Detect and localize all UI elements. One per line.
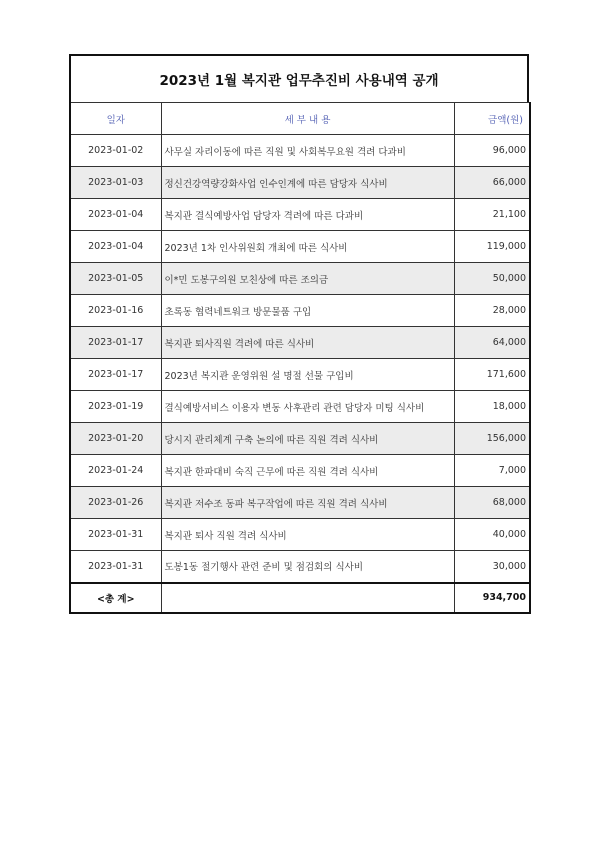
row-amount: 30,000 (454, 551, 530, 583)
row-date: 2023-01-19 (70, 391, 161, 423)
table-row (70, 295, 530, 327)
row-amount: 21,100 (454, 199, 530, 231)
row-description: 복지관 한파대비 숙직 근무에 따른 직원 격려 식사비 (161, 455, 454, 487)
row-amount: 64,000 (454, 327, 530, 359)
total-description (161, 583, 454, 613)
row-date: 2023-01-17 (70, 359, 161, 391)
row-description: 결식예방서비스 이용자 변동 사후관리 관련 담당자 미팅 식사비 (161, 391, 454, 423)
table-row (70, 359, 530, 391)
row-description: 복지관 퇴사직원 격려에 따른 식사비 (161, 327, 454, 359)
table-row (70, 455, 530, 487)
total-label: <총 계> (70, 583, 161, 613)
table-row (70, 167, 530, 199)
total-row (70, 583, 530, 613)
row-date: 2023-01-26 (70, 487, 161, 519)
total-amount: 934,700 (454, 583, 530, 613)
table-row (70, 423, 530, 455)
row-description: 당시지 관리체계 구축 논의에 따른 직원 격려 식사비 (161, 423, 454, 455)
table-header-row (70, 103, 530, 135)
row-description: 2023년 복지관 운영위원 설 명절 선물 구입비 (161, 359, 454, 391)
row-date: 2023-01-17 (70, 327, 161, 359)
row-description: 복지관 결식예방사업 담당자 격려에 따른 다과비 (161, 199, 454, 231)
row-date: 2023-01-02 (70, 135, 161, 167)
expense-table (69, 102, 531, 614)
row-description: 이*민 도봉구의원 모친상에 따른 조의금 (161, 263, 454, 295)
table-row (70, 199, 530, 231)
table-row (70, 519, 530, 551)
page-title: 2023년 1월 복지관 업무추진비 사용내역 공개 (69, 54, 529, 102)
row-amount: 119,000 (454, 231, 530, 263)
header-date: 일자 (70, 103, 161, 135)
expense-sheet (69, 54, 529, 614)
row-date: 2023-01-04 (70, 199, 161, 231)
row-date: 2023-01-20 (70, 423, 161, 455)
row-amount: 66,000 (454, 167, 530, 199)
row-amount: 40,000 (454, 519, 530, 551)
row-description: 2023년 1차 인사위원회 개최에 따른 식사비 (161, 231, 454, 263)
row-date: 2023-01-03 (70, 167, 161, 199)
row-amount: 68,000 (454, 487, 530, 519)
row-description: 정신건강역량강화사업 인수인계에 따른 담당자 식사비 (161, 167, 454, 199)
row-date: 2023-01-04 (70, 231, 161, 263)
table-row (70, 231, 530, 263)
row-date: 2023-01-24 (70, 455, 161, 487)
row-date: 2023-01-16 (70, 295, 161, 327)
row-amount: 18,000 (454, 391, 530, 423)
row-amount: 28,000 (454, 295, 530, 327)
row-amount: 156,000 (454, 423, 530, 455)
table-row (70, 327, 530, 359)
row-description: 초록동 협력네트워크 방문물품 구입 (161, 295, 454, 327)
row-amount: 50,000 (454, 263, 530, 295)
row-amount: 96,000 (454, 135, 530, 167)
row-amount: 171,600 (454, 359, 530, 391)
row-description: 복지관 저수조 동파 복구작업에 따른 직원 격려 식사비 (161, 487, 454, 519)
table-row (70, 487, 530, 519)
row-description: 복지관 퇴사 직원 격려 식사비 (161, 519, 454, 551)
table-row (70, 391, 530, 423)
table-row (70, 263, 530, 295)
row-date: 2023-01-05 (70, 263, 161, 295)
header-amount: 금액(원) (454, 103, 530, 135)
table-row (70, 135, 530, 167)
row-description: 사무실 자리이동에 따른 직원 및 사회복무요원 격려 다과비 (161, 135, 454, 167)
header-description: 세 부 내 용 (161, 103, 454, 135)
row-date: 2023-01-31 (70, 519, 161, 551)
row-amount: 7,000 (454, 455, 530, 487)
row-description: 도봉1동 절기행사 관련 준비 및 점검회의 식사비 (161, 551, 454, 583)
table-row (70, 551, 530, 583)
row-date: 2023-01-31 (70, 551, 161, 583)
